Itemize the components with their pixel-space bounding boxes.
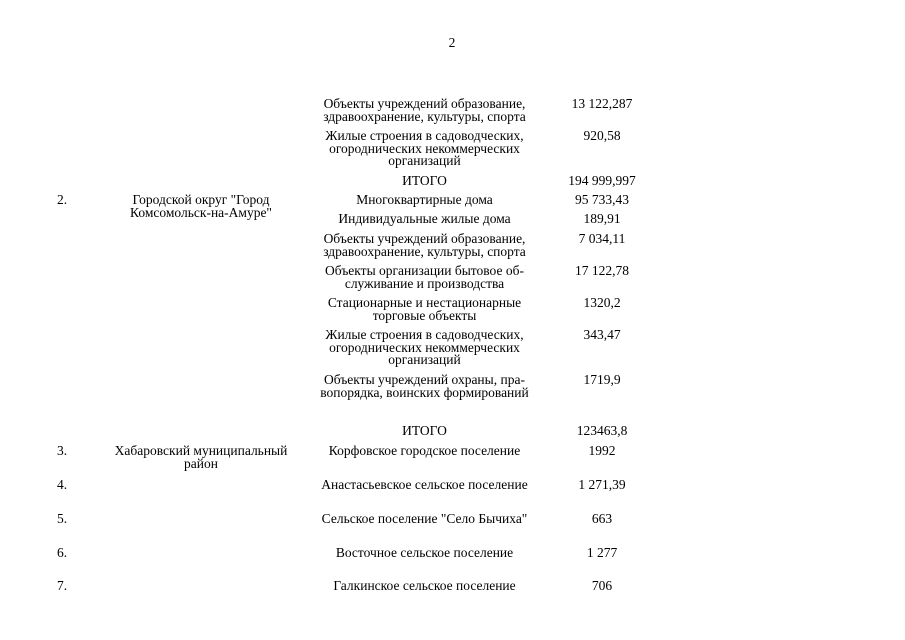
object-value: 17 122,78 bbox=[575, 263, 629, 278]
row-number: 4. bbox=[57, 477, 68, 492]
object-value: 95 733,43 bbox=[575, 192, 629, 207]
object-value: 663 bbox=[591, 511, 613, 526]
row-number: 2. bbox=[57, 192, 68, 207]
object-type: Объекты организации бытовое об-служивание и производства bbox=[325, 263, 524, 291]
object-value: 1992 bbox=[588, 443, 616, 458]
total-value: 194 999,997 bbox=[568, 173, 636, 188]
object-type: Анастасьевское сельское поселение bbox=[321, 477, 528, 492]
object-type: Многоквартирные дома bbox=[356, 192, 493, 207]
object-type: Галкинское сельское поселение bbox=[333, 578, 516, 593]
object-value: 1 271,39 bbox=[578, 477, 626, 492]
object-value: 7 034,11 bbox=[578, 231, 626, 246]
row-number: 7. bbox=[57, 578, 68, 593]
object-type: Корфовское городское поселение bbox=[328, 443, 521, 458]
object-value: 1320,2 bbox=[583, 295, 621, 310]
object-type: Жилые строения в садоводческих, огороднических некоммерческих организаций bbox=[325, 327, 524, 367]
total-label: ИТОГО bbox=[402, 423, 447, 438]
object-type: Объекты учреждений образование, здравоохранение, культуры, спорта bbox=[323, 231, 526, 259]
object-value: 343,47 bbox=[583, 327, 621, 342]
page-number: 2 bbox=[448, 35, 456, 50]
municipality-name: Хабаровский муниципальный район bbox=[114, 443, 288, 471]
total-value: 123463,8 bbox=[576, 423, 628, 438]
total-label: ИТОГО bbox=[402, 173, 447, 188]
object-type: Индивидуальные жилые дома bbox=[338, 211, 511, 226]
municipality-name: Городской округ "Город Комсомольск-на-Амуре" bbox=[130, 192, 272, 220]
object-type: Сельское поселение "Село Бычиха" bbox=[321, 511, 528, 526]
object-type: Восточное сельское поселение bbox=[335, 545, 514, 560]
object-type: Объекты учреждений охраны, пра-вопорядка, воинских формирований bbox=[320, 372, 529, 400]
object-value: 1719,9 bbox=[583, 372, 621, 387]
row-number: 3. bbox=[57, 443, 68, 458]
object-type: Объекты учреждений образование, здравоохранение, культуры, спорта bbox=[323, 96, 526, 124]
row-number: 6. bbox=[57, 545, 68, 560]
object-value: 1 277 bbox=[586, 545, 618, 560]
object-value: 13 122,287 bbox=[571, 96, 633, 111]
object-type: Стационарные и нестационарные торговые объекты bbox=[327, 295, 522, 323]
object-value: 189,91 bbox=[583, 211, 621, 226]
object-value: 706 bbox=[591, 578, 613, 593]
row-number: 5. bbox=[57, 511, 68, 526]
object-value: 920,58 bbox=[583, 128, 621, 143]
object-type: Жилые строения в садоводческих, огороднических некоммерческих организаций bbox=[325, 128, 524, 168]
